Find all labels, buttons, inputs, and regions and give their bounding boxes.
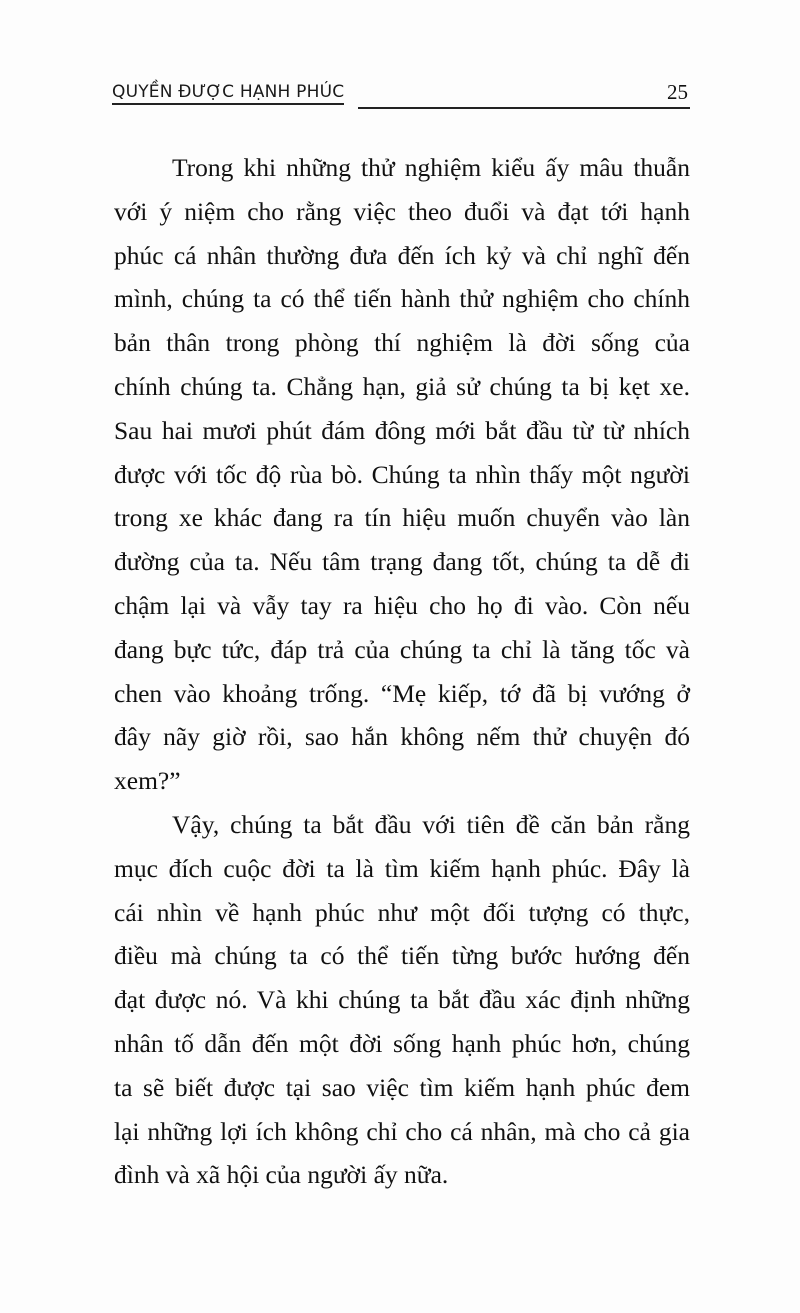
body-text [114, 146, 690, 1197]
paragraph [114, 146, 690, 803]
text-line: bản thân trong phòng thí nghiệm là đời sống của [114, 328, 690, 358]
header-rule [358, 107, 690, 109]
text-line: với ý niệm cho rằng việc theo đuổi và đạt tới hạnh [114, 196, 690, 226]
paragraph [114, 803, 690, 1197]
text-line: Trong khi những thử nghiệm kiểu ấy mâu thuẫn [172, 153, 690, 182]
text-line: lại những lợi ích không chỉ cho cá nhân, mà cho cả gia [114, 1116, 690, 1146]
text-line: đang bực tức, đáp trả của chúng ta chỉ là tăng tốc và [114, 634, 690, 664]
text-line: xem?” [114, 766, 181, 796]
text-line: đình và xã hội của người ấy nữa. [114, 1160, 449, 1190]
text-line: được với tốc độ rùa bò. Chúng ta nhìn thấy một người [114, 459, 690, 489]
text-line: chen vào khoảng trống. “Mẹ kiếp, tớ đã bị vướng ở [114, 678, 690, 708]
text-line: đường của ta. Nếu tâm trạng đang tốt, chúng ta dễ đi [114, 547, 690, 577]
text-line: đây nãy giờ rồi, sao hắn không nếm thử chuyện đó [114, 722, 690, 752]
text-line: mục đích cuộc đời ta là tìm kiếm hạnh phúc. Đây là [114, 853, 690, 883]
running-header [112, 80, 690, 110]
page-number: 25 [667, 80, 688, 104]
running-title: QUYỀN ĐƯỢC HẠNH PHÚC [112, 82, 344, 105]
text-line: đạt được nó. Và khi chúng ta bắt đầu xác định những [114, 985, 690, 1015]
text-line: Sau hai mươi phút đám đông mới bắt đầu từ từ nhích [114, 415, 690, 445]
text-line: cái nhìn về hạnh phúc như một đối tượng có thực, [114, 897, 690, 927]
text-line: mình, chúng ta có thể tiến hành thử nghiệm cho chính [114, 284, 690, 314]
text-line: điều mà chúng ta có thể tiến từng bước hướng đến [114, 941, 690, 971]
text-line: chậm lại và vẫy tay ra hiệu cho họ đi vào. Còn nếu [114, 590, 690, 620]
text-line: nhân tố dẫn đến một đời sống hạnh phúc hơn, chúng [114, 1028, 690, 1058]
text-line: chính chúng ta. Chẳng hạn, giả sử chúng ta bị kẹt xe. [114, 371, 690, 401]
text-line: Vậy, chúng ta bắt đầu với tiên đề căn bản rằng [172, 809, 690, 839]
text-line: phúc cá nhân thường đưa đến ích kỷ và chỉ nghĩ đến [114, 240, 690, 270]
text-line: trong xe khác đang ra tín hiệu muốn chuyển vào làn [114, 503, 690, 533]
text-line: ta sẽ biết được tại sao việc tìm kiếm hạnh phúc đem [114, 1072, 690, 1102]
